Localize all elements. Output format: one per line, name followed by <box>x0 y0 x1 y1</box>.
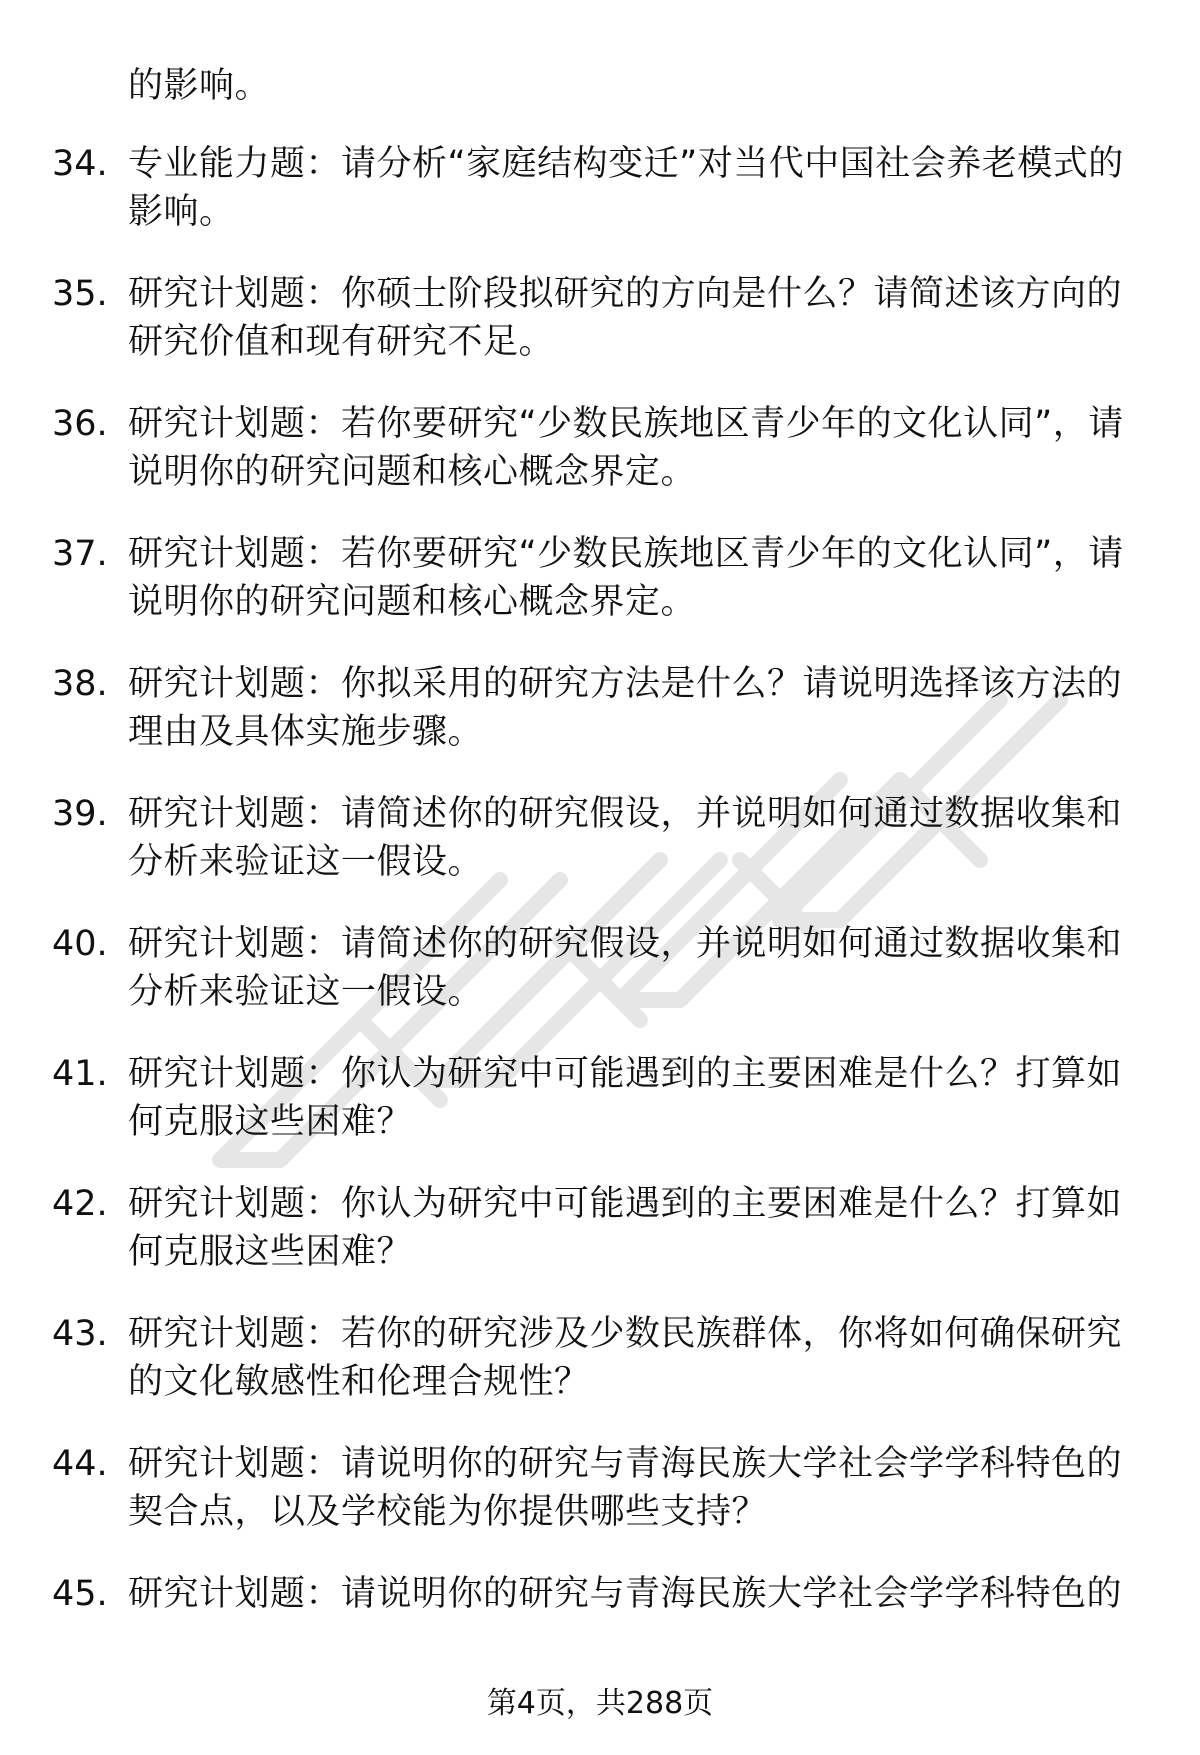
question-text: 研究计划题：你认为研究中可能遇到的主要困难是什么？打算如何克服这些困难？ <box>128 1054 1123 1142</box>
question-number: 37. <box>52 534 108 574</box>
question-number: 44. <box>52 1444 108 1484</box>
question-text: 研究计划题：你硕士阶段拟研究的方向是什么？请简述该方向的研究价值和现有研究不足。 <box>128 274 1123 362</box>
question-item <box>0 400 1200 530</box>
question-list <box>0 140 1200 1700</box>
question-item <box>0 790 1200 920</box>
question-number: 41. <box>52 1054 108 1094</box>
question-text: 研究计划题：若你要研究“少数民族地区青少年的文化认同”，请说明你的研究问题和核心概念界定。 <box>128 534 1124 622</box>
question-number: 36. <box>52 404 108 444</box>
question-item <box>0 1440 1200 1570</box>
question-text: 研究计划题：请简述你的研究假设，并说明如何通过数据收集和分析来验证这一假设。 <box>128 794 1123 882</box>
question-text: 研究计划题：请简述你的研究假设，并说明如何通过数据收集和分析来验证这一假设。 <box>128 924 1123 1012</box>
question-number: 35. <box>52 274 108 314</box>
question-number: 42. <box>52 1184 108 1224</box>
page-footer: 第4页，共288页 <box>486 1686 714 1721</box>
question-text: 研究计划题：请说明你的研究与青海民族大学社会学学科特色的 <box>128 1574 1123 1614</box>
question-number: 45. <box>52 1574 108 1614</box>
question-number: 39. <box>52 794 108 834</box>
question-text: 研究计划题：你拟采用的研究方法是什么？请说明选择该方法的理由及具体实施步骤。 <box>128 664 1123 752</box>
question-number: 34. <box>52 144 108 184</box>
question-item <box>0 270 1200 400</box>
question-number: 43. <box>52 1314 108 1354</box>
question-item <box>0 920 1200 1050</box>
question-text: 研究计划题：若你的研究涉及少数民族群体，你将如何确保研究的文化敏感性和伦理合规性？ <box>128 1314 1123 1402</box>
question-item <box>0 1570 1200 1700</box>
question-item <box>0 140 1200 270</box>
question-text: 研究计划题：若你要研究“少数民族地区青少年的文化认同”，请说明你的研究问题和核心概念界定。 <box>128 404 1124 492</box>
question-item <box>0 530 1200 660</box>
question-number: 40. <box>52 924 108 964</box>
question-text: 专业能力题：请分析“家庭结构变迁”对当代中国社会养老模式的影响。 <box>128 144 1124 232</box>
question-item <box>0 1310 1200 1440</box>
question-text: 研究计划题：请说明你的研究与青海民族大学社会学学科特色的契合点，以及学校能为你提供哪些支持？ <box>128 1444 1123 1532</box>
question-item <box>0 1050 1200 1180</box>
continued-question-text: 的影响。 <box>128 66 271 106</box>
question-text: 研究计划题：你认为研究中可能遇到的主要困难是什么？打算如何克服这些困难？ <box>128 1184 1123 1272</box>
question-item <box>0 660 1200 790</box>
question-item <box>0 1180 1200 1310</box>
question-number: 38. <box>52 664 108 704</box>
